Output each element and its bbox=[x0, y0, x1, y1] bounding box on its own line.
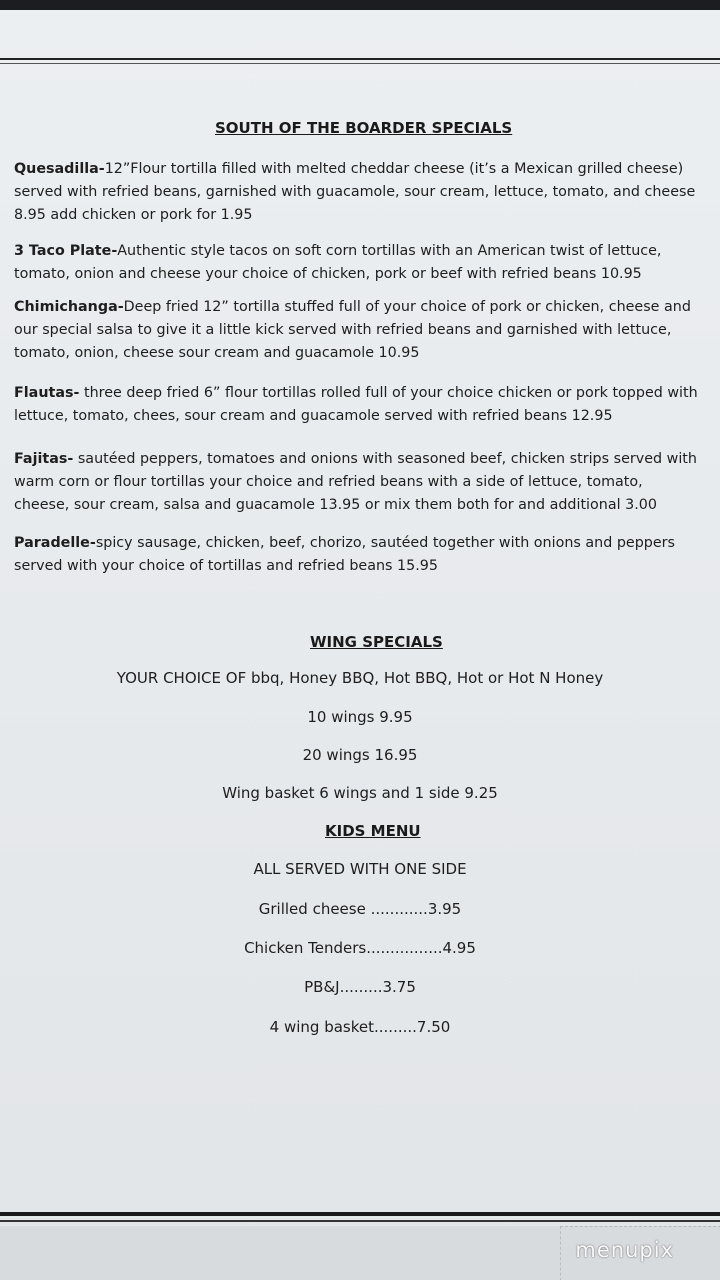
wing-sauce-choice: YOUR CHOICE OF bbq, Honey BBQ, Hot BBQ, Hot or Hot N Honey bbox=[116, 669, 604, 687]
item-desc-line: 8.95 add chicken or pork for 1.95 bbox=[14, 207, 253, 223]
item-desc-line: served with your choice of tortillas and refried beans 15.95 bbox=[14, 558, 438, 574]
menu-item-chimichanga bbox=[14, 296, 718, 365]
item-desc-line: three deep fried 6” flour tortillas rolled full of your choice chicken or pork topped with bbox=[79, 385, 698, 401]
menupix-watermark: menupix bbox=[575, 1238, 674, 1262]
kids-pbj: PB&J.........3.75 bbox=[304, 978, 416, 996]
item-desc-line: lettuce, tomato, chees, sour cream and guacamole served with refried beans 12.95 bbox=[14, 408, 613, 424]
item-desc-line: spicy sausage, chicken, beef, chorizo, sautéed together with onions and peppers bbox=[95, 535, 675, 551]
item-desc-line: tomato, onion and cheese your choice of chicken, pork or beef with refried beans 10.95 bbox=[14, 266, 642, 282]
item-desc-line: tomato, onion, cheese sour cream and guacamole 10.95 bbox=[14, 345, 420, 361]
top-rule-thin bbox=[0, 63, 720, 64]
menu-item-flautas bbox=[14, 382, 718, 428]
top-shadow bbox=[0, 0, 720, 10]
item-desc-line: cheese, sour cream, salsa and guacamole 13.95 or mix them both for and additional 3.00 bbox=[14, 497, 657, 513]
kids-wing-basket: 4 wing basket.........7.50 bbox=[269, 1018, 451, 1036]
item-desc-line: our special salsa to give it a little kick served with refried beans and garnished with lettuce, bbox=[14, 322, 672, 338]
wing-20-price: 20 wings 16.95 bbox=[302, 746, 418, 764]
bottom-rule bbox=[0, 1212, 720, 1216]
kids-grilled-cheese: Grilled cheese ............3.95 bbox=[258, 900, 462, 918]
menu-item-quesadilla bbox=[14, 158, 718, 227]
wing-specials-heading: WING SPECIALS bbox=[310, 633, 443, 651]
item-desc-line: warm corn or flour tortillas your choice and refried beans with a side of lettuce, tomato, bbox=[14, 474, 643, 490]
kids-chicken-tenders: Chicken Tenders................4.95 bbox=[244, 939, 476, 957]
item-desc-line: sautéed peppers, tomatoes and onions with seasoned beef, chicken strips served with bbox=[73, 451, 697, 467]
item-name: Fajitas- bbox=[14, 451, 74, 467]
item-name: Flautas- bbox=[14, 385, 80, 401]
menu-item-fajitas bbox=[14, 448, 718, 517]
wing-basket-price: Wing basket 6 wings and 1 side 9.25 bbox=[222, 784, 498, 802]
specials-heading: SOUTH OF THE BOARDER SPECIALS bbox=[215, 119, 513, 137]
menu-item-paradelle bbox=[14, 532, 718, 578]
kids-side-note: ALL SERVED WITH ONE SIDE bbox=[253, 860, 467, 878]
item-name: Quesadilla- bbox=[14, 161, 105, 177]
item-desc-line: 12”Flour tortilla filled with melted cheddar cheese (it’s a Mexican grilled cheese) bbox=[104, 161, 684, 177]
wing-10-price: 10 wings 9.95 bbox=[307, 708, 413, 726]
menu-item-taco-plate bbox=[14, 240, 718, 286]
item-desc-line: Authentic style tacos on soft corn tortillas with an American twist of lettuce, bbox=[117, 243, 662, 259]
kids-menu-heading: KIDS MENU bbox=[325, 822, 421, 840]
item-desc-line: served with refried beans, garnished with guacamole, sour cream, lettuce, tomato, and cheese bbox=[14, 184, 696, 200]
item-name: 3 Taco Plate- bbox=[14, 243, 118, 259]
top-rule bbox=[0, 58, 720, 60]
item-name: Paradelle- bbox=[14, 535, 96, 551]
bottom-rule-thin bbox=[0, 1220, 720, 1222]
item-name: Chimichanga- bbox=[14, 299, 124, 315]
item-desc-line: Deep fried 12” tortilla stuffed full of your choice of pork or chicken, cheese and bbox=[123, 299, 691, 315]
